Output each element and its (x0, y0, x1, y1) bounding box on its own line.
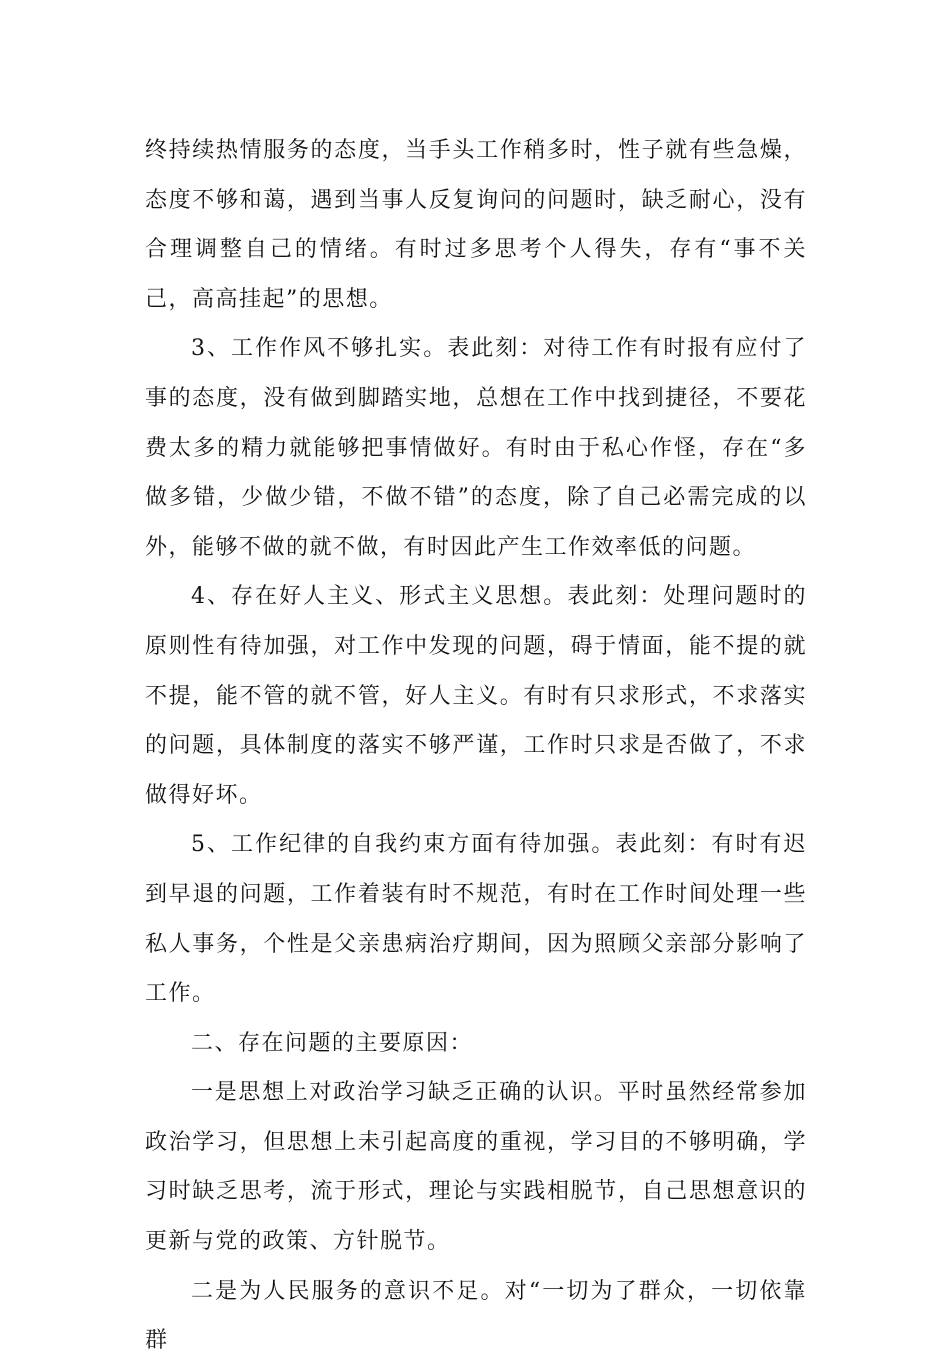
paragraph-discipline: 5、工作纪律的自我约束方面有待加强。表此刻：有时有迟到早退的问题，工作着装有时不规范，有时在工作时间处理一些私人事务，个性是父亲患病治疗期间，因为照顾父亲部分影响了工作。 (145, 832, 807, 1007)
document-body (145, 126, 807, 1366)
paragraph-work-style: 3、工作作风不够扎实。表此刻：对待工作有时报有应付了事的态度，没有做到脚踏实地，总想在工作中找到捷径，不要花费太多的精力就能够把事情做好。有时由于私心作怪，存在“多做多错，少做少错，不做不错”的态度，除了自己必需完成的以外，能够不做的就不做，有时因此产生工作效率低的问题。 (145, 336, 807, 560)
paragraph-continuation: 终持续热情服务的态度，当手头工作稍多时，性子就有些急燥，态度不够和蔼，遇到当事人反复询问的问题时，缺乏耐心，没有合理调整自己的情绪。有时过多思考个人得失，存有“事不关己，高高挂起”的思想。 (145, 138, 807, 312)
paragraph-cause-two: 二是为人民服务的意识不足。对“一切为了群众，一切依靠群 (145, 1278, 807, 1354)
paragraph-formalism: 4、存在好人主义、形式主义思想。表此刻：处理问题时的原则性有待加强，对工作中发现的问题，碍于情面，能不提的就不提，能不管的就不管，好人主义。有时有只求形式，不求落实的问题，具体制度的落实不够严谨，工作时只求是否做了，不求做得好坏。 (145, 584, 807, 808)
section-heading-causes: 二、存在问题的主要原因： (191, 1030, 474, 1056)
paragraph-cause-one: 一是思想上对政治学习缺乏正确的认识。平时虽然经常参加政治学习，但思想上未引起高度的重视，学习目的不够明确，学习时缺乏思考，流于形式，理论与实践相脱节，自己思想意识的更新与党的政策、方针脱节。 (145, 1080, 807, 1255)
